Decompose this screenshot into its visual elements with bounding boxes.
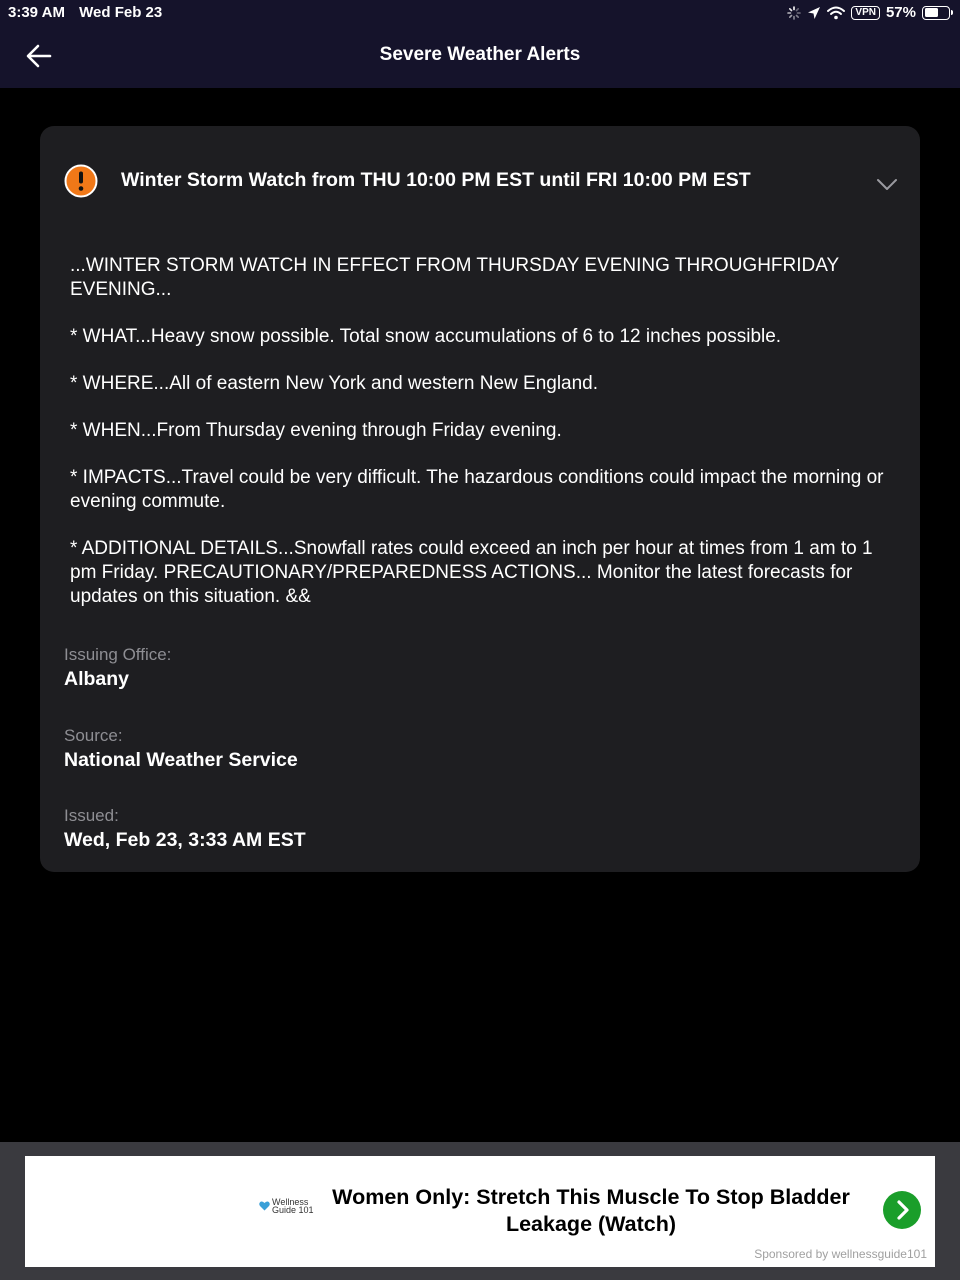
heart-icon xyxy=(259,1201,270,1211)
battery-icon xyxy=(922,6,950,20)
alert-header[interactable] xyxy=(64,164,900,200)
alert-title: Winter Storm Watch from THU 10:00 PM EST until FRI 10:00 PM EST xyxy=(121,169,751,191)
battery-level-fill xyxy=(925,8,938,17)
status-date: Wed Feb 23 xyxy=(79,4,163,21)
issued-label: Issued: xyxy=(64,806,119,825)
source-label: Source: xyxy=(64,726,123,745)
alert-paragraph: * ADDITIONAL DETAILS...Snowfall rates could exceed an inch per hour at times from 1 am to 1 pm Friday. PRECAUTIONARY/PREPAREDNESS ACTIONS... Monitor the latest forecasts for updates on this situation. && xyxy=(70,538,873,607)
issued-block xyxy=(64,805,306,853)
issuing-office-value: Albany xyxy=(64,668,130,690)
alert-description xyxy=(70,254,900,632)
warning-icon xyxy=(64,164,98,198)
status-bar xyxy=(0,0,960,26)
chevron-down-icon xyxy=(874,172,900,196)
vpn-badge: VPN xyxy=(851,6,880,20)
app-header xyxy=(0,0,960,88)
battery-percent: 57% xyxy=(885,4,916,21)
status-time: 3:39 AM xyxy=(8,4,65,21)
alert-paragraph: ...WINTER STORM WATCH IN EFFECT FROM THURSDAY EVENING THROUGHFRIDAY EVENING... xyxy=(70,255,839,300)
alert-paragraph: * WHEN...From Thursday evening through Friday evening. xyxy=(70,420,562,441)
ad-logo-line2: Guide 101 xyxy=(272,1205,314,1215)
issued-value: Wed, Feb 23, 3:33 AM EST xyxy=(64,829,306,851)
ad-banner-container xyxy=(0,1142,960,1280)
nav-bar xyxy=(0,30,960,82)
alert-paragraph: * WHERE...All of eastern New York and western New England. xyxy=(70,373,599,394)
ad-banner[interactable] xyxy=(25,1156,935,1267)
issuing-office-label: Issuing Office: xyxy=(64,645,172,664)
ad-logo-line1: Wellness xyxy=(272,1197,309,1207)
issuing-office-block xyxy=(64,644,171,692)
wifi-icon xyxy=(827,6,845,20)
alert-paragraph: * WHAT...Heavy snow possible. Total snow accumulations of 6 to 12 inches possible. xyxy=(70,326,782,347)
source-block xyxy=(64,725,298,773)
location-arrow-icon xyxy=(807,6,821,20)
ad-logo xyxy=(259,1198,314,1214)
page-title: Severe Weather Alerts xyxy=(379,44,581,65)
ad-go-button[interactable] xyxy=(883,1191,921,1229)
activity-spinner-icon xyxy=(787,6,801,20)
ad-sponsor-label: Sponsored by wellnessguide101 xyxy=(754,1247,927,1261)
source-value: National Weather Service xyxy=(64,749,298,771)
collapse-toggle[interactable] xyxy=(874,172,900,196)
alert-card xyxy=(40,126,920,872)
ad-headline[interactable]: Women Only: Stretch This Muscle To Stop Bladder Leakage (Watch) xyxy=(332,1185,850,1236)
chevron-right-icon xyxy=(883,1191,921,1229)
alert-paragraph: * IMPACTS...Travel could be very difficult. The hazardous conditions could impact the morning or evening commute. xyxy=(70,467,884,512)
